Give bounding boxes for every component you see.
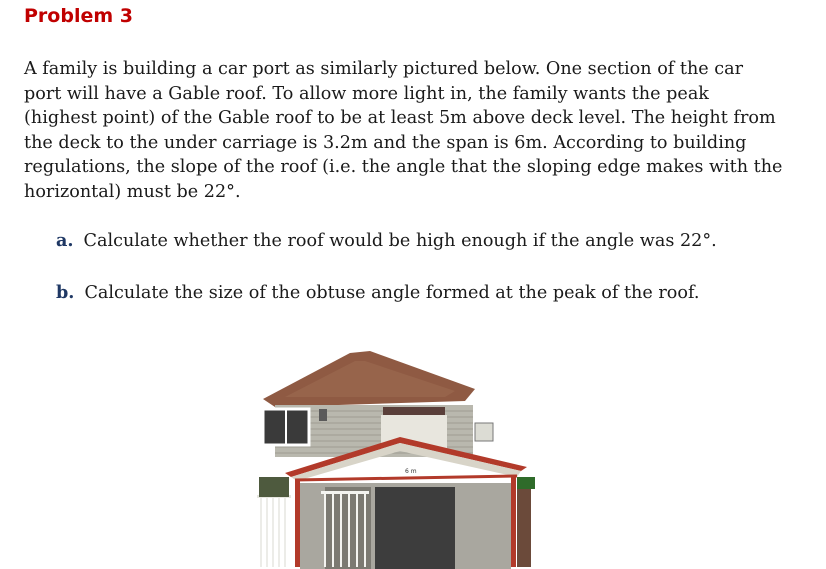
carport-post-left — [295, 479, 300, 567]
question-b-marker: b. — [56, 282, 75, 303]
hedge — [517, 477, 535, 489]
carport-post-right — [511, 475, 516, 567]
window-center — [383, 407, 445, 415]
question-b-text: Calculate the size of the obtuse angle formed at the peak of the roof. — [84, 283, 700, 303]
question-a — [56, 230, 717, 251]
question-a-marker: a. — [56, 230, 74, 251]
problem-heading: Problem 3 — [24, 5, 133, 27]
window-right — [475, 423, 493, 441]
problem-paragraph: A family is building a car port as similarly pictured below. One section of the car port will have a Gable roof. To allow more light in, the family wants the peak (highest point) of the Gable roof to be at least 5m above deck level. The height from the deck to the under carriage is 3.2m and the span is 6m. According to building regulations, the slope of the roof (i.e. the angle that the sloping edge makes with the horizontal) must be 22°. — [24, 59, 783, 202]
question-b — [56, 282, 699, 303]
house-carport-photo — [255, 327, 548, 569]
garage-door — [375, 487, 455, 569]
span-label: 6 m — [405, 468, 417, 475]
question-a-text: Calculate whether the roof would be high enough if the angle was 22°. — [83, 231, 717, 251]
